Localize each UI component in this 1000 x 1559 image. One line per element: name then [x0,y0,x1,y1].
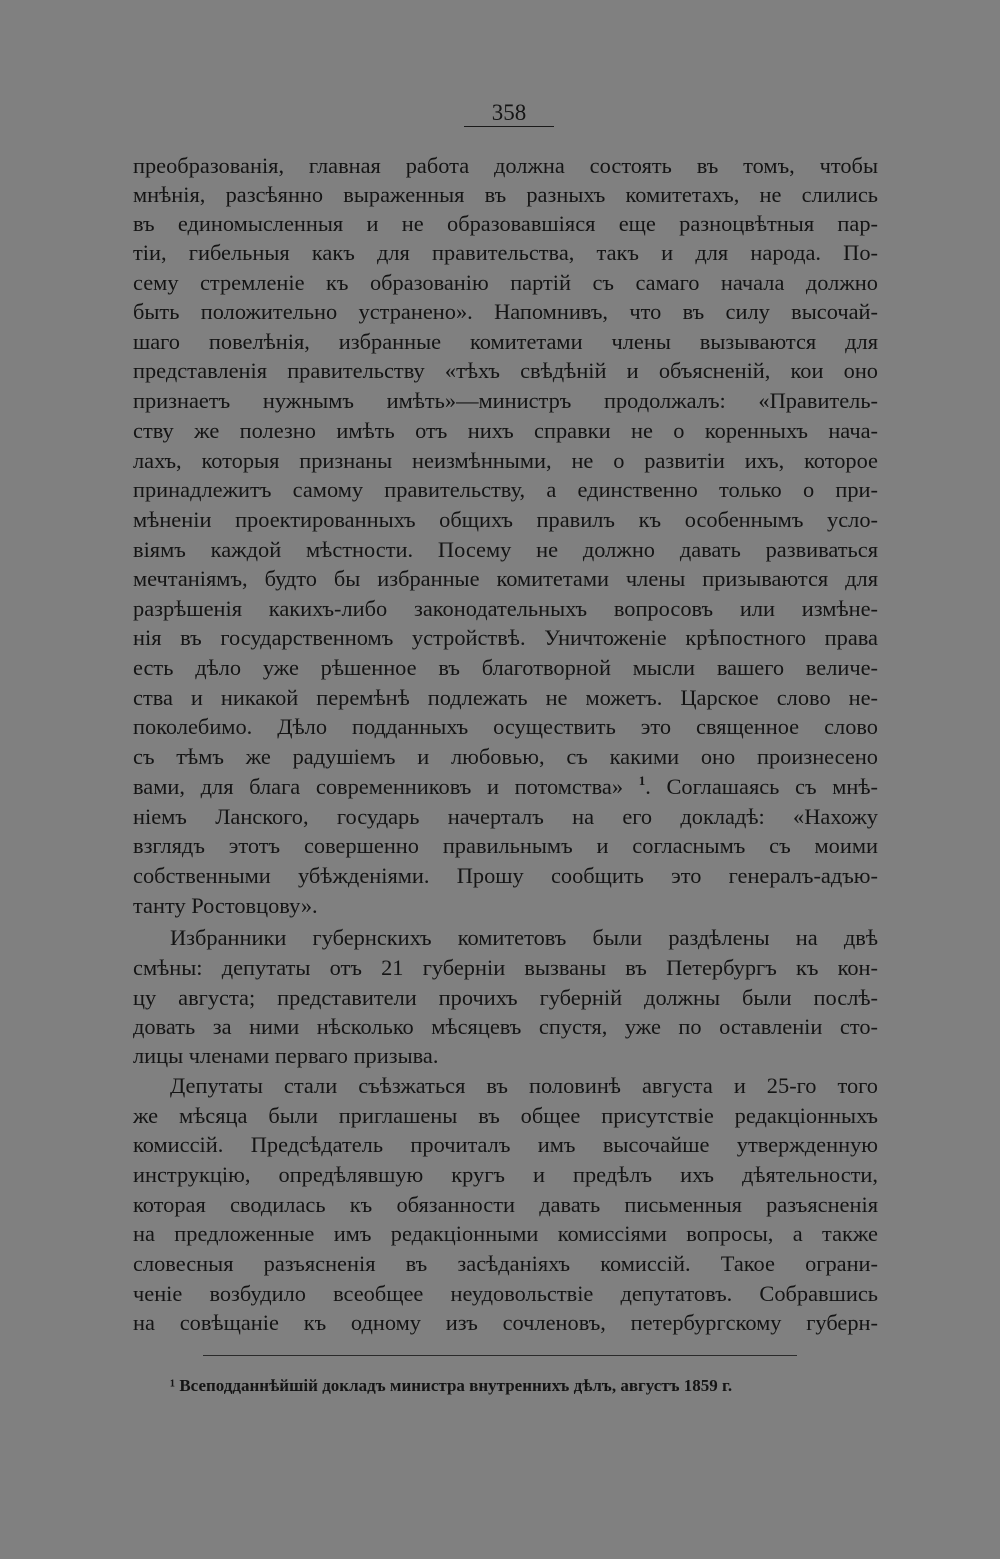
text-line: мечтаніямъ, будто бы избранные комитетами члены призываются для [133,566,878,591]
text-line-with-footnote-ref [133,772,878,802]
text-line: цу августа; представители прочихъ губерній должны были послѣ- [133,985,878,1010]
text-line: поколебимо. Дѣло подданныхъ осуществить это священное слово [133,714,878,739]
text-line: тіи, гибельныя какъ для правительства, такъ и для народа. По- [133,240,878,265]
text-line: лахъ, которыя признаны неизмѣнными, не о развитіи ихъ, которое [133,448,878,473]
page-number-underline [464,126,554,127]
text-line: признаетъ нужнымъ имѣть»—министръ продолжалъ: «Правитель- [133,388,878,413]
text-segment: вами, для блага современниковъ и потомства» [133,774,624,799]
text-segment: . Соглашаясь съ мнѣ- [645,774,878,799]
text-line: въ единомысленныя и не образовавшіяся еще разноцвѣтныя пар- [133,211,878,236]
text-line: смѣны: депутаты отъ 21 губерніи вызваны въ Петербургъ къ кон- [133,955,878,980]
text-line: инструкцію, опредѣлявшую кругъ и предѣлъ ихъ дѣятельности, [133,1162,878,1187]
text-line: словесныя разъясненія въ засѣданіяхъ комиссій. Такое ограни- [133,1251,878,1276]
text-line: ніемъ Ланского, государь начерталъ на его докладѣ: «Нахожу [133,804,878,829]
text-line: есть дѣло уже рѣшенное въ благотворной мысли вашего величе- [133,655,878,680]
text-line: преобразованія, главная работа должна состоять въ томъ, чтобы [133,153,878,178]
paragraph-first-line: Депутаты стали съѣзжаться въ половинѣ августа и 25-го того [170,1073,878,1098]
text-line: нія въ государственномъ устройствѣ. Уничтоженіе крѣпостного права [133,625,878,650]
text-line: танту Ростовцову». [133,893,318,918]
text-line: мѣненіи проектированныхъ общихъ правилъ къ особеннымъ усло- [133,507,878,532]
text-line: же мѣсяца были приглашены въ общее присутствіе редакціонныхъ [133,1103,878,1128]
text-line: принадлежитъ самому правительству, а единственно только о при- [133,477,878,502]
text-line: довать за ними нѣсколько мѣсяцевъ спустя, уже по оставленіи сто- [133,1014,878,1039]
text-line: взглядъ этотъ совершенно правильнымъ и согласнымъ съ моими [133,833,878,858]
text-line: которая сводилась къ обязанности давать письменныя разъясненія [133,1192,878,1217]
text-line: съ тѣмъ же радушіемъ и любовью, съ какими оно произнесено [133,744,878,769]
footnote: ¹ Всеподданнѣйшій докладъ министра внутреннихъ дѣлъ, августъ 1859 г. [170,1376,733,1395]
text-line: лицы членами перваго призыва. [133,1043,439,1068]
paragraph-first-line: Избранники губернскихъ комитетовъ были раздѣлены на двѣ [170,925,878,950]
text-line: сему стремленіе къ образованію партій съ самаго начала должно [133,270,878,295]
text-line: шаго повелѣнія, избранные комитетами члены вызываются для [133,329,878,354]
text-line: віямъ каждой мѣстности. Посему не должно давать развиваться [133,537,878,562]
text-line: собственными убѣжденіями. Прошу сообщить это генералъ-адъю- [133,863,878,888]
footnote-reference: 1 [638,773,646,788]
text-line: ства и никакой перемѣнѣ подлежать не можетъ. Царское слово не- [133,685,878,710]
text-line: на совѣщаніе къ одному изъ сочленовъ, петербургскому губерн- [133,1310,878,1335]
page-number: 358 [491,100,527,125]
text-line: разрѣшенія какихъ-либо законодательныхъ вопросовъ или измѣне- [133,596,878,621]
text-line: комиссій. Предсѣдатель прочиталъ имъ высочайше утвержденную [133,1132,878,1157]
text-line: мнѣнія, разсѣянно выраженныя въ разныхъ комитетахъ, не слились [133,182,878,207]
footnote-separator [203,1355,797,1356]
text-line: ченіе возбудило всеобщее неудовольствіе депутатовъ. Собравшись [133,1281,878,1306]
text-line: представленія правительству «тѣхъ свѣдѣній и объясненій, кои оно [133,358,878,383]
text-line: быть положительно устранено». Напомнивъ, что въ силу высочай- [133,299,878,324]
text-line: на предложенные имъ редакціонными комиссіями вопросы, а также [133,1221,878,1246]
text-line: ству же полезно имѣть отъ нихъ справки не о коренныхъ нача- [133,418,878,443]
